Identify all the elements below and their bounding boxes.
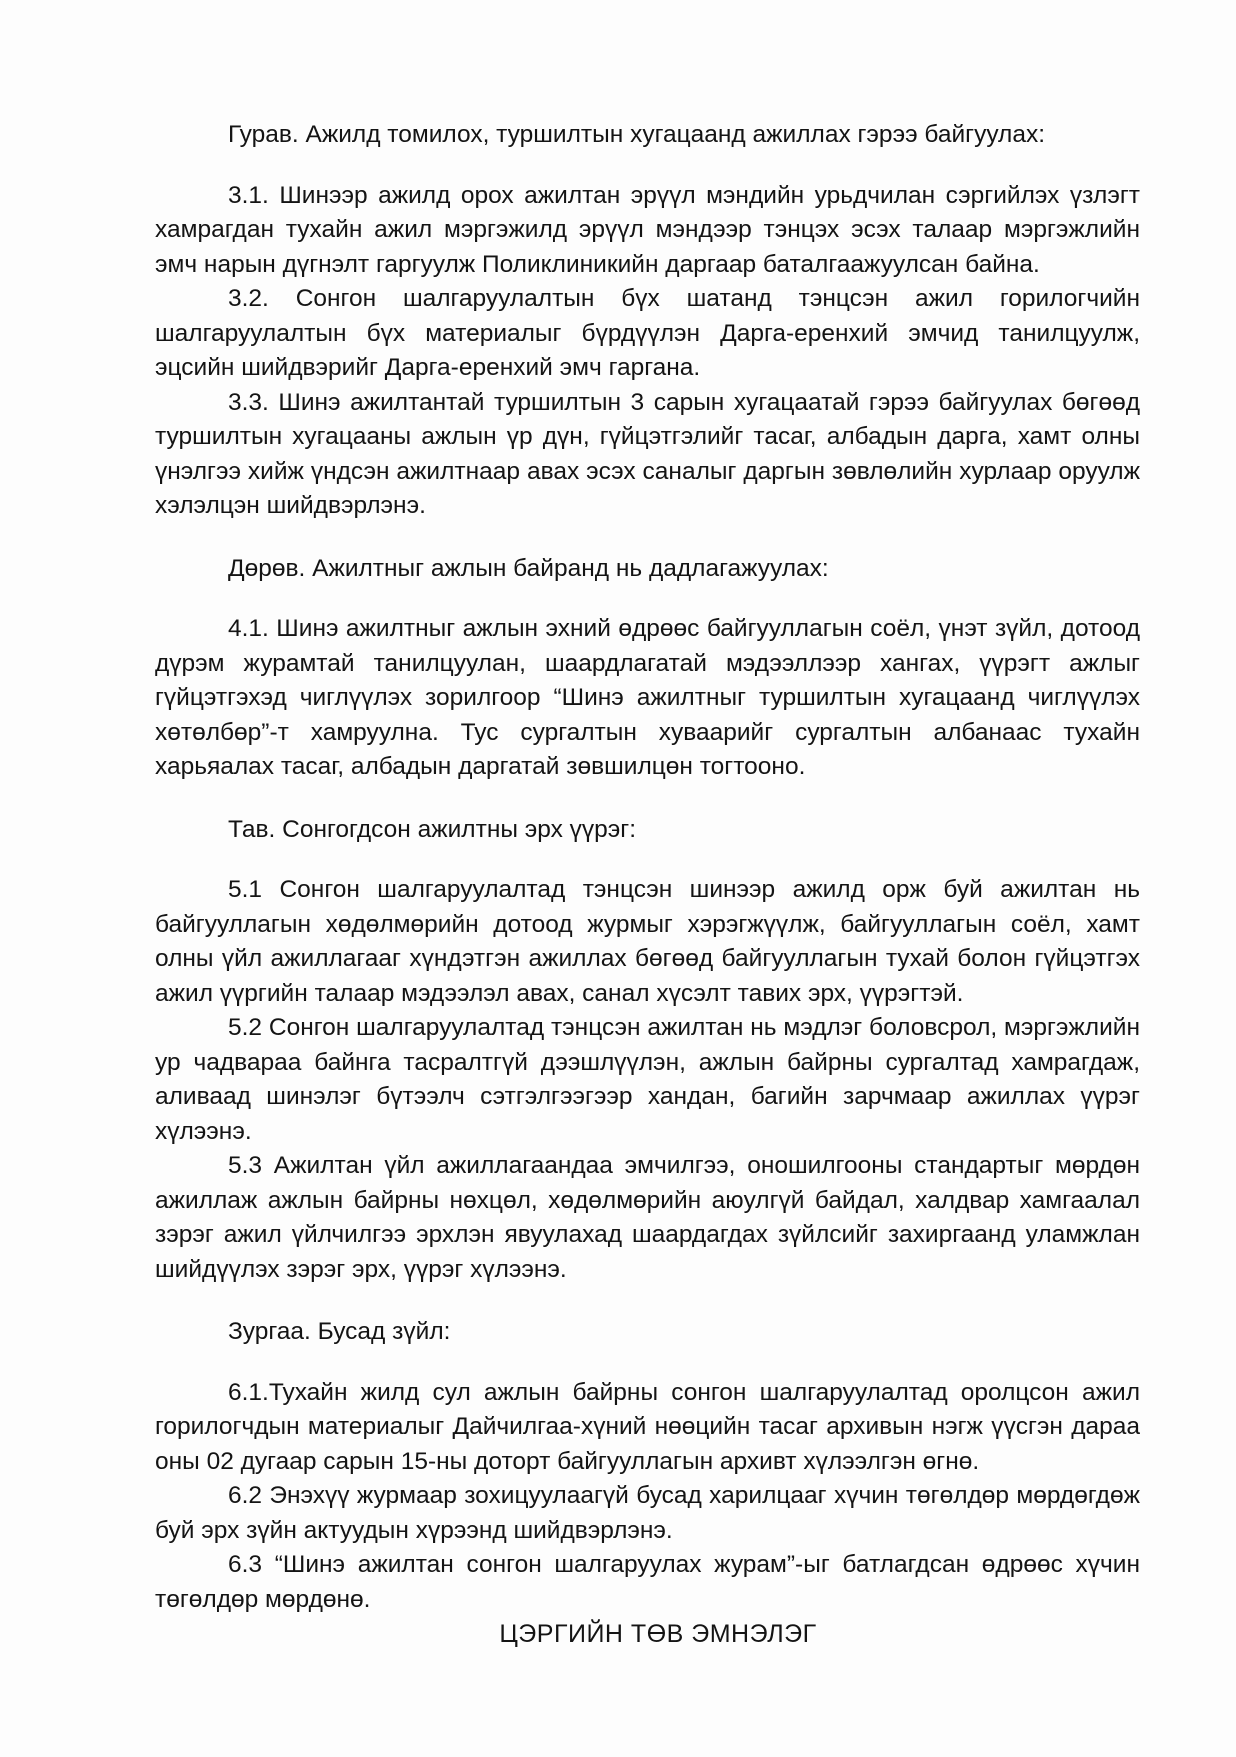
paragraph-3-2: 3.2. Сонгон шалгаруулалтын бүх шатанд тэнцсэн ажил горилогчийн шалгаруулалтын бүх материалыг бүрдүүлэн Дарга-еренхий эмчид танилцуулж, эцсийн шийдвэрийг Дарга-еренхий эмч гаргана. — [155, 285, 1140, 381]
section-6 — [155, 1315, 1140, 1617]
section-4 — [155, 552, 1140, 785]
paragraph-3-3: 3.3. Шинэ ажилтантай туршилтын 3 сарын хугацаатай гэрээ байгуулах бөгөөд туршилтын хугацааны ажлын үр дүн, гүйцэтгэлийг тасаг, албадын дарга, хамт олны үнэлгээ хийж үндсэн ажилтнаар авах эсэх саналыг даргын зөвлөлийн хурлаар оруулж хэлэлцэн шийдвэрлэнэ. — [155, 388, 1140, 519]
paragraph-3-1: 3.1. Шинээр ажилд орох ажилтан эрүүл мэндийн урьдчилан сэргийлэх үзлэгт хамрагдан тухайн ажил мэргэжилд эрүүл мэндээр тэнцэх эсэх талаар мэргэжлийн эмч нарын дүгнэлт гаргуулж Поликлиникийн даргаар баталгаажуулсан байна. — [155, 181, 1140, 278]
paragraph-6-1: 6.1.Тухайн жилд сул ажлын байрны сонгон шалгаруулалтад оролцсон ажил горилогчдын материалыг Дайчилгаа-хүний нөөцийн тасаг архивын нэгж үүсгэн дараа оны 02 дугаар сарын 15-ны доторт байгууллагын архивт хүлээлгэн өгнө. — [155, 1378, 1140, 1475]
paragraph-5-1: 5.1 Сонгон шалгаруулалтад тэнцсэн шинээр ажилд орж буй ажилтан нь байгууллагын хөдөлмөрийн дотоод журмыг хэрэгжүүлж, байгууллагын соёл, хамт олны үйл ажиллагааг хүндэтгэн ажиллах бөгөөд байгууллагын тухай болон гүйцэтгэх ажил үүргийн талаар мэдээлэл авах, санал хүсэлт тавих эрх, үүрэгтэй. — [155, 876, 1140, 1007]
section-3 — [155, 118, 1140, 524]
organization-name: ЦЭРГИЙН ТӨВ ЭМНЭЛЭГ — [499, 1620, 817, 1648]
paragraph-5-3: 5.3 Ажилтан үйл ажиллагаандаа эмчилгээ, оношилгооны стандартыг мөрдөн ажиллаж ажлын байрны нөхцөл, хөдөлмөрийн аюулгүй байдал, халдвар хамгаалал зэрэг ажил үйлчилгээ эрхлэн явуулахад шаардагдах зүйлсийг захиргаанд уламжлан шийдүүлэх зэрэг эрх, үүрэг хүлээнэ. — [155, 1152, 1140, 1283]
section-heading: Дөрөв. Ажилтныг ажлын байранд нь дадлагажуулах: — [228, 554, 829, 582]
paragraph-5-2: 5.2 Сонгон шалгаруулалтад тэнцсэн ажилтан нь мэдлэг боловсрол, мэргэжлийн ур чадвараа байнга тасралтгүй дээшлүүлэн, ажлын байрны сургалтад хамрагдаж, аливаад шинэлэг бүтээлч сэтгэлгээгээр хандан, багийн зарчмаар ажиллах үүрэг хүлээнэ. — [155, 1014, 1140, 1145]
section-heading: Зургаа. Бусад зүйл: — [228, 1318, 451, 1345]
paragraph-4-1: 4.1. Шинэ ажилтныг ажлын эхний өдрөөс байгууллагын соёл, үнэт зүйл, дотоод дүрэм журамтай танилцуулан, шаардлагатай мэдээллээр хангах, үүрэгт ажлыг гүйцэтгэхэд чиглүүлэх зорилгоор “Шинэ ажилтныг туршилтын хугацаанд чиглүүлэх хөтөлбөр”-т хамруулна. Тус сургалтын хуваарийг сургалтын албанаас тухайн харьяалах тасаг, албадын даргатай зөвшилцөн тогтооно. — [155, 615, 1140, 780]
paragraph-6-2: 6.2 Энэхүү журмаар зохицуулаагүй бусад харилцааг хүчин төгөлдөр мөрдөгдөж буй эрх зүйн актуудын хүрээнд шийдвэрлэнэ. — [155, 1482, 1140, 1544]
section-heading: Тав. Сонгогдсон ажилтны эрх үүрэг: — [228, 815, 637, 843]
section-5 — [155, 813, 1140, 1288]
section-heading: Гурав. Ажилд томилох, туршилтын хугацаанд ажиллах гэрээ байгуулах: — [228, 121, 1046, 148]
paragraph-6-3: 6.3 “Шинэ ажилтан сонгон шалгаруулах журам”-ыг батлагдсан өдрөөс хүчин төгөлдөр мөрдөнө. — [155, 1551, 1140, 1613]
footer-organization — [0, 1620, 1236, 1649]
document-body — [155, 118, 1140, 1617]
